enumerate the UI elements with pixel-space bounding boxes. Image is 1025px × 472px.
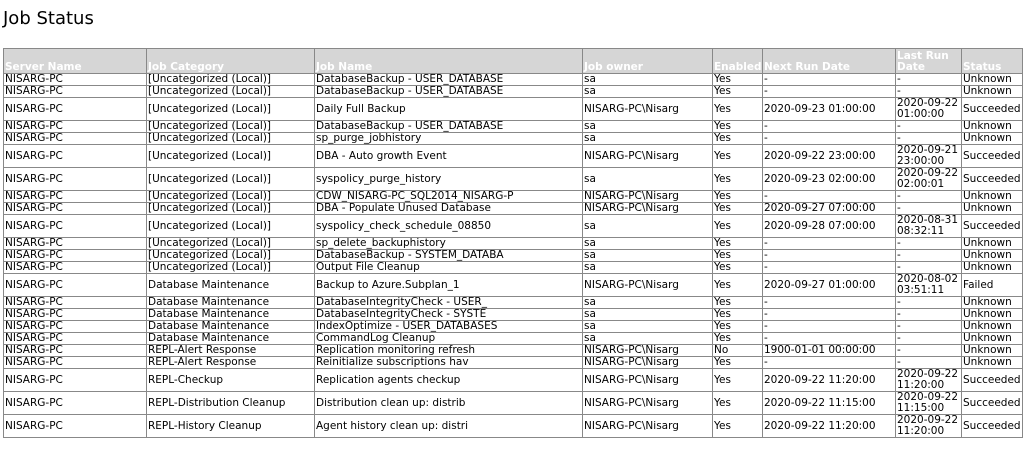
cell-server-name: NISARG-PC (4, 250, 147, 262)
cell-enabled: Yes (713, 357, 763, 369)
cell-enabled: Yes (713, 321, 763, 333)
column-header-last-run-date: Last Run Date (896, 49, 962, 74)
cell-server-name: NISARG-PC (4, 357, 147, 369)
cell-enabled: Yes (713, 74, 763, 86)
cell-last-run-date: - (896, 86, 962, 98)
cell-last-run-date: 2020-09-22 11:20:00 (896, 369, 962, 392)
table-row (4, 250, 1023, 262)
cell-job-category: REPL-Alert Response (147, 357, 315, 369)
cell-server-name: NISARG-PC (4, 392, 147, 415)
cell-job-category: [Uncategorized (Local)] (147, 238, 315, 250)
cell-status: Unknown (962, 191, 1023, 203)
cell-enabled: Yes (713, 121, 763, 133)
cell-job-category: REPL-Checkup (147, 369, 315, 392)
cell-status: Succeeded (962, 98, 1023, 121)
table-row (4, 238, 1023, 250)
cell-next-run-date: - (763, 297, 896, 309)
cell-job-category: Database Maintenance (147, 333, 315, 345)
cell-next-run-date: 2020-09-23 02:00:00 (763, 168, 896, 191)
cell-job-name: Replication monitoring refresh (315, 345, 583, 357)
cell-next-run-date: - (763, 262, 896, 274)
cell-last-run-date: - (896, 121, 962, 133)
cell-enabled: Yes (713, 145, 763, 168)
table-row (4, 191, 1023, 203)
column-header-job-name: Job Name (315, 49, 583, 74)
table-row (4, 262, 1023, 274)
cell-job-name: DatabaseIntegrityCheck - USER_ (315, 297, 583, 309)
cell-job-category: [Uncategorized (Local)] (147, 215, 315, 238)
cell-status: Unknown (962, 121, 1023, 133)
cell-job-owner: NISARG-PC\Nisarg (583, 369, 713, 392)
cell-status: Succeeded (962, 369, 1023, 392)
cell-job-name: sp_purge_jobhistory (315, 133, 583, 145)
cell-enabled: Yes (713, 215, 763, 238)
cell-last-run-date: - (896, 238, 962, 250)
cell-server-name: NISARG-PC (4, 145, 147, 168)
cell-next-run-date: 2020-09-22 11:15:00 (763, 392, 896, 415)
table-row (4, 357, 1023, 369)
cell-next-run-date: 2020-09-27 01:00:00 (763, 274, 896, 297)
cell-next-run-date: - (763, 238, 896, 250)
cell-next-run-date: - (763, 86, 896, 98)
cell-enabled: Yes (713, 333, 763, 345)
cell-last-run-date: 2020-09-21 23:00:00 (896, 145, 962, 168)
cell-job-category: [Uncategorized (Local)] (147, 145, 315, 168)
cell-status: Unknown (962, 133, 1023, 145)
cell-status: Unknown (962, 345, 1023, 357)
cell-next-run-date: - (763, 74, 896, 86)
cell-status: Unknown (962, 250, 1023, 262)
table-row (4, 309, 1023, 321)
cell-server-name: NISARG-PC (4, 133, 147, 145)
cell-job-name: Replication agents checkup (315, 369, 583, 392)
table-row (4, 415, 1023, 438)
cell-status: Succeeded (962, 415, 1023, 438)
cell-job-owner: sa (583, 297, 713, 309)
cell-next-run-date: - (763, 133, 896, 145)
cell-last-run-date: - (896, 297, 962, 309)
cell-next-run-date: - (763, 121, 896, 133)
column-header-enabled: Enabled (713, 49, 763, 74)
cell-enabled: Yes (713, 262, 763, 274)
cell-server-name: NISARG-PC (4, 309, 147, 321)
cell-last-run-date: - (896, 262, 962, 274)
cell-job-category: [Uncategorized (Local)] (147, 203, 315, 215)
cell-job-name: DatabaseBackup - USER_DATABASE (315, 74, 583, 86)
column-header-status: Status (962, 49, 1023, 74)
cell-last-run-date: - (896, 250, 962, 262)
cell-job-owner: sa (583, 121, 713, 133)
cell-next-run-date: 2020-09-28 07:00:00 (763, 215, 896, 238)
column-header-next-run-date: Next Run Date (763, 49, 896, 74)
cell-job-name: DatabaseBackup - SYSTEM_DATABA (315, 250, 583, 262)
table-row (4, 215, 1023, 238)
cell-enabled: Yes (713, 309, 763, 321)
cell-job-owner: sa (583, 250, 713, 262)
cell-server-name: NISARG-PC (4, 168, 147, 191)
cell-status: Unknown (962, 262, 1023, 274)
cell-server-name: NISARG-PC (4, 415, 147, 438)
cell-server-name: NISARG-PC (4, 86, 147, 98)
cell-job-category: REPL-History Cleanup (147, 415, 315, 438)
cell-job-name: DatabaseBackup - USER_DATABASE (315, 121, 583, 133)
cell-job-owner: NISARG-PC\Nisarg (583, 145, 713, 168)
table-row (4, 392, 1023, 415)
table-row (4, 369, 1023, 392)
column-header-server-name: Server Name (4, 49, 147, 74)
cell-job-name: syspolicy_check_schedule_08850 (315, 215, 583, 238)
cell-server-name: NISARG-PC (4, 333, 147, 345)
cell-status: Failed (962, 274, 1023, 297)
cell-last-run-date: 2020-08-02 03:51:11 (896, 274, 962, 297)
cell-status: Succeeded (962, 215, 1023, 238)
cell-last-run-date: 2020-09-22 11:15:00 (896, 392, 962, 415)
cell-job-category: [Uncategorized (Local)] (147, 168, 315, 191)
cell-server-name: NISARG-PC (4, 369, 147, 392)
cell-last-run-date: - (896, 357, 962, 369)
cell-job-owner: sa (583, 262, 713, 274)
cell-enabled: Yes (713, 98, 763, 121)
cell-enabled: Yes (713, 297, 763, 309)
cell-enabled: Yes (713, 168, 763, 191)
cell-next-run-date: 2020-09-22 11:20:00 (763, 415, 896, 438)
cell-status: Succeeded (962, 168, 1023, 191)
cell-job-category: Database Maintenance (147, 274, 315, 297)
cell-next-run-date: 2020-09-22 11:20:00 (763, 369, 896, 392)
cell-status: Unknown (962, 86, 1023, 98)
cell-job-category: [Uncategorized (Local)] (147, 86, 315, 98)
cell-last-run-date: - (896, 333, 962, 345)
cell-status: Succeeded (962, 392, 1023, 415)
cell-server-name: NISARG-PC (4, 321, 147, 333)
cell-job-owner: NISARG-PC\Nisarg (583, 98, 713, 121)
cell-job-owner: sa (583, 309, 713, 321)
table-row (4, 274, 1023, 297)
table-row (4, 74, 1023, 86)
cell-job-category: [Uncategorized (Local)] (147, 262, 315, 274)
cell-job-owner: sa (583, 238, 713, 250)
cell-job-name: DatabaseBackup - USER_DATABASE (315, 86, 583, 98)
cell-enabled: Yes (713, 133, 763, 145)
cell-last-run-date: - (896, 133, 962, 145)
cell-job-owner: NISARG-PC\Nisarg (583, 392, 713, 415)
cell-server-name: NISARG-PC (4, 203, 147, 215)
cell-job-category: [Uncategorized (Local)] (147, 74, 315, 86)
cell-job-name: DatabaseIntegrityCheck - SYSTE (315, 309, 583, 321)
cell-job-owner: sa (583, 133, 713, 145)
cell-last-run-date: 2020-08-31 08:32:11 (896, 215, 962, 238)
column-header-job-category: Job Category (147, 49, 315, 74)
table-row (4, 203, 1023, 215)
cell-job-owner: NISARG-PC\Nisarg (583, 415, 713, 438)
cell-server-name: NISARG-PC (4, 191, 147, 203)
cell-last-run-date: - (896, 321, 962, 333)
cell-next-run-date: - (763, 333, 896, 345)
cell-server-name: NISARG-PC (4, 74, 147, 86)
cell-next-run-date: 2020-09-23 01:00:00 (763, 98, 896, 121)
cell-last-run-date: 2020-09-22 01:00:00 (896, 98, 962, 121)
cell-status: Unknown (962, 238, 1023, 250)
cell-job-category: REPL-Distribution Cleanup (147, 392, 315, 415)
cell-job-owner: NISARG-PC\Nisarg (583, 357, 713, 369)
table-row (4, 168, 1023, 191)
table-row (4, 86, 1023, 98)
cell-next-run-date: 2020-09-22 23:00:00 (763, 145, 896, 168)
table-row (4, 98, 1023, 121)
table-row (4, 333, 1023, 345)
cell-job-name: sp_delete_backuphistory (315, 238, 583, 250)
cell-enabled: Yes (713, 274, 763, 297)
cell-job-name: DBA - Populate Unused Database (315, 203, 583, 215)
cell-job-category: [Uncategorized (Local)] (147, 250, 315, 262)
cell-next-run-date: - (763, 250, 896, 262)
cell-job-owner: sa (583, 333, 713, 345)
cell-job-category: [Uncategorized (Local)] (147, 121, 315, 133)
cell-enabled: Yes (713, 250, 763, 262)
cell-job-name: CommandLog Cleanup (315, 333, 583, 345)
cell-last-run-date: - (896, 203, 962, 215)
cell-job-name: Reinitialize subscriptions hav (315, 357, 583, 369)
cell-enabled: Yes (713, 392, 763, 415)
table-row (4, 297, 1023, 309)
cell-last-run-date: - (896, 345, 962, 357)
cell-job-category: [Uncategorized (Local)] (147, 98, 315, 121)
table-row (4, 145, 1023, 168)
cell-status: Unknown (962, 321, 1023, 333)
cell-enabled: No (713, 345, 763, 357)
cell-server-name: NISARG-PC (4, 345, 147, 357)
cell-next-run-date: - (763, 191, 896, 203)
cell-job-name: Backup to Azure.Subplan_1 (315, 274, 583, 297)
cell-server-name: NISARG-PC (4, 121, 147, 133)
cell-status: Unknown (962, 309, 1023, 321)
table-row (4, 345, 1023, 357)
cell-status: Succeeded (962, 145, 1023, 168)
cell-enabled: Yes (713, 415, 763, 438)
cell-last-run-date: - (896, 309, 962, 321)
cell-server-name: NISARG-PC (4, 238, 147, 250)
cell-job-name: syspolicy_purge_history (315, 168, 583, 191)
job-status-table (3, 48, 1023, 438)
cell-job-category: Database Maintenance (147, 321, 315, 333)
cell-next-run-date: 1900-01-01 00:00:00 (763, 345, 896, 357)
cell-last-run-date: 2020-09-22 02:00:01 (896, 168, 962, 191)
cell-enabled: Yes (713, 369, 763, 392)
cell-job-owner: NISARG-PC\Nisarg (583, 203, 713, 215)
cell-status: Unknown (962, 74, 1023, 86)
cell-job-owner: sa (583, 74, 713, 86)
cell-server-name: NISARG-PC (4, 98, 147, 121)
cell-job-owner: NISARG-PC\Nisarg (583, 274, 713, 297)
table-row (4, 321, 1023, 333)
cell-enabled: Yes (713, 191, 763, 203)
cell-job-name: Distribution clean up: distrib (315, 392, 583, 415)
cell-job-category: Database Maintenance (147, 297, 315, 309)
cell-status: Unknown (962, 297, 1023, 309)
cell-job-owner: sa (583, 215, 713, 238)
cell-job-name: DBA - Auto growth Event (315, 145, 583, 168)
cell-enabled: Yes (713, 238, 763, 250)
job-rows (4, 74, 1023, 438)
cell-job-owner: NISARG-PC\Nisarg (583, 345, 713, 357)
cell-status: Unknown (962, 357, 1023, 369)
cell-server-name: NISARG-PC (4, 274, 147, 297)
table-row (4, 121, 1023, 133)
cell-enabled: Yes (713, 203, 763, 215)
cell-last-run-date: - (896, 74, 962, 86)
cell-job-category: [Uncategorized (Local)] (147, 191, 315, 203)
column-header-job-owner: Job owner (583, 49, 713, 74)
cell-last-run-date: - (896, 191, 962, 203)
cell-next-run-date: - (763, 357, 896, 369)
table-header-row (4, 49, 1023, 74)
cell-job-name: CDW_NISARG-PC_SQL2014_NISARG-P (315, 191, 583, 203)
cell-last-run-date: 2020-09-22 11:20:00 (896, 415, 962, 438)
cell-enabled: Yes (713, 86, 763, 98)
cell-next-run-date: - (763, 309, 896, 321)
table-row (4, 133, 1023, 145)
cell-job-name: Agent history clean up: distri (315, 415, 583, 438)
cell-status: Unknown (962, 203, 1023, 215)
cell-job-category: [Uncategorized (Local)] (147, 133, 315, 145)
cell-job-owner: sa (583, 168, 713, 191)
cell-job-owner: NISARG-PC\Nisarg (583, 191, 713, 203)
cell-job-category: Database Maintenance (147, 309, 315, 321)
cell-job-name: IndexOptimize - USER_DATABASES (315, 321, 583, 333)
cell-status: Unknown (962, 333, 1023, 345)
cell-job-owner: sa (583, 321, 713, 333)
cell-job-name: Daily Full Backup (315, 98, 583, 121)
cell-job-owner: sa (583, 86, 713, 98)
cell-job-category: REPL-Alert Response (147, 345, 315, 357)
cell-next-run-date: 2020-09-27 07:00:00 (763, 203, 896, 215)
cell-next-run-date: - (763, 321, 896, 333)
cell-job-name: Output File Cleanup (315, 262, 583, 274)
page-title: Job Status (3, 8, 94, 29)
cell-server-name: NISARG-PC (4, 262, 147, 274)
cell-server-name: NISARG-PC (4, 215, 147, 238)
cell-server-name: NISARG-PC (4, 297, 147, 309)
